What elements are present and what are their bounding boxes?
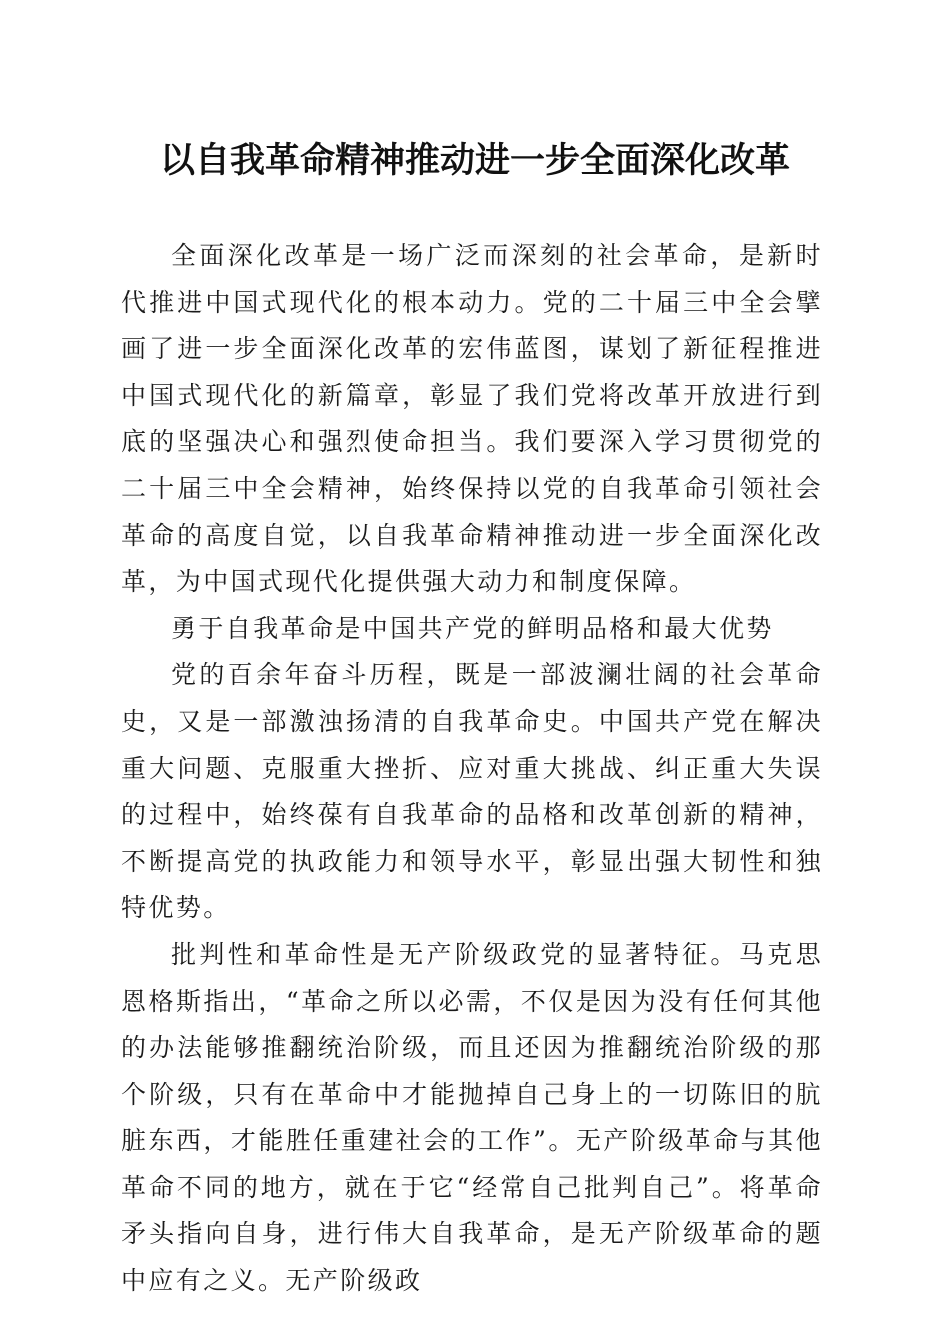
paragraph-marxism: 批判性和革命性是无产阶级政党的显著特征。马克思恩格斯指出，“革命之所以必需，不仅是因为没有任何其他的办法能够推翻统治阶级，而且还因为推翻统治阶级的那个阶级，只有在革命中才能抛掉自己身上的一切陈旧的肮脏东西，才能胜任重建社会的工作”。无产阶级革命与其他革命不同的地方，就在于它“经常自己批判自己”。将革命矛头指向自身，进行伟大自我革命，是无产阶级革命的题中应有之义。无产阶级政 bbox=[121, 939, 823, 1296]
document-title: 以自我革命精神推动进一步全面深化改革 bbox=[159, 140, 790, 181]
document-body bbox=[121, 233, 823, 1305]
paragraph-history: 党的百余年奋斗历程，既是一部波澜壮阔的社会革命史，又是一部激浊扬清的自我革命史。中国共产党在解决重大问题、克服重大挫折、应对重大挑战、纠正重大失误的过程中，始终葆有自我革命的品格和改革创新的精神，不断提高党的执政能力和领导水平，彰显出强大韧性和独特优势。 bbox=[121, 660, 823, 923]
paragraph-intro: 全面深化改革是一场广泛而深刻的社会革命，是新时代推进中国式现代化的根本动力。党的二十届三中全会擘画了进一步全面深化改革的宏伟蓝图，谋划了新征程推进中国式现代化的新篇章，彰显了我们党将改革开放进行到底的坚强决心和强烈使命担当。我们要深入学习贯彻党的二十届三中全会精神，始终保持以党的自我革命引领社会革命的高度自觉，以自我革命精神推动进一步全面深化改革，为中国式现代化提供强大动力和制度保障。 bbox=[121, 241, 823, 597]
section-heading: 勇于自我革命是中国共产党的鲜明品格和最大优势 bbox=[171, 613, 774, 643]
